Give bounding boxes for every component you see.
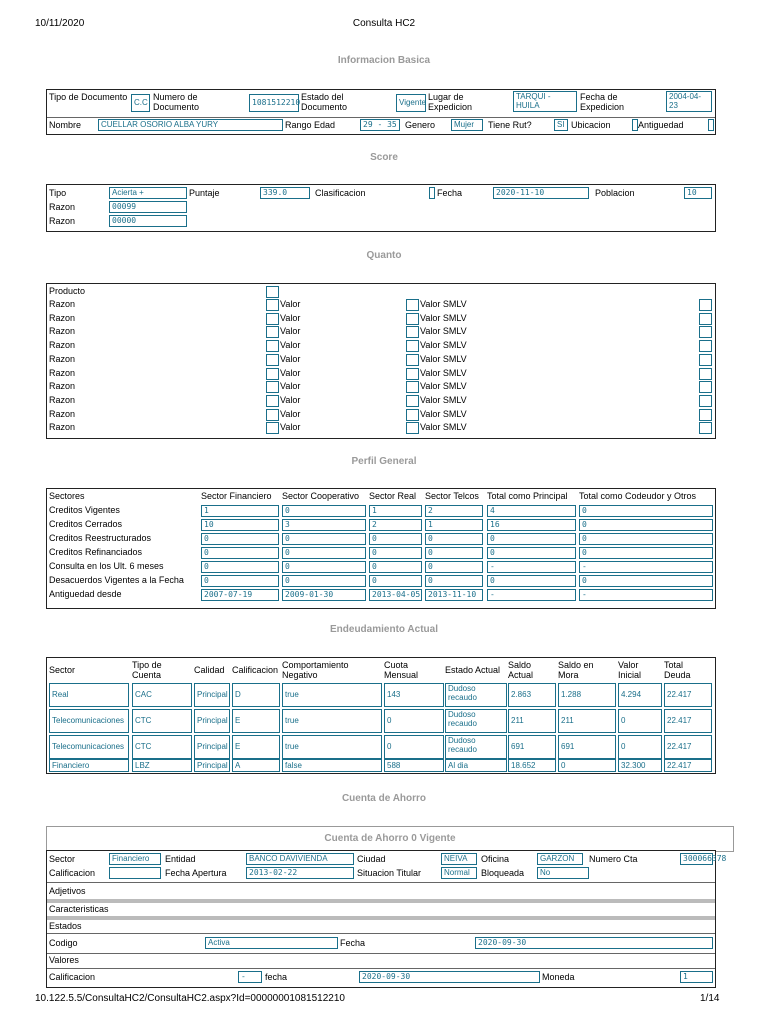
quanto-valor-label: Valor (280, 299, 301, 309)
perfil-cell[interactable]: 0 (579, 505, 713, 517)
estados-label: Estados (49, 921, 82, 931)
ahorro-sector-field[interactable]: Financiero (109, 853, 161, 865)
razon-label-1: Razon (49, 202, 76, 212)
endeud-cell[interactable]: true (282, 709, 382, 733)
perfil-cell[interactable]: 0 (201, 547, 279, 559)
perfil-col-header: Sectores (49, 491, 85, 501)
quanto-razon-field[interactable] (266, 299, 279, 311)
perfil-cell[interactable]: 2 (369, 519, 422, 531)
puntaje-field[interactable]: 339.0 (260, 187, 310, 199)
quanto-valor-field[interactable] (406, 422, 419, 434)
estado-fecha-label: Fecha (340, 938, 366, 948)
numcta-label: Numero Cta (589, 854, 638, 864)
endeud-cell[interactable]: 691 (508, 735, 556, 759)
perfil-cell[interactable]: 0 (425, 575, 483, 587)
lugar-exp-field[interactable]: TARQUI - HUILA (513, 91, 577, 112)
quanto-smlv-label: Valor SMLV (420, 326, 467, 337)
ahorro-subtitle: Cuenta de Ahorro 0 Vigente (324, 833, 456, 844)
section-title-endeudamiento: Endeudamiento Actual (330, 624, 438, 635)
perfil-col-header: Sector Telcos (425, 491, 479, 501)
quanto-razon-label: Razon (49, 353, 76, 364)
endeud-col-header: Comportamiento Negativo (282, 660, 349, 680)
endeud-cell[interactable]: 0 (384, 709, 444, 733)
endeud-cell[interactable]: CTC (132, 709, 192, 733)
situacion-label: Situacion Titular (357, 868, 422, 878)
quanto-razon-field[interactable] (266, 313, 279, 325)
quanto-smlv-field[interactable] (699, 422, 712, 434)
quanto-razon-field[interactable] (266, 381, 279, 393)
section-title-perfil: Perfil General (351, 456, 417, 467)
endeud-cell[interactable]: Dudoso recaudo (445, 709, 507, 733)
perfil-cell[interactable]: 0 (369, 533, 422, 545)
ahorro-sector-label: Sector (49, 854, 76, 864)
valores-fecha-label: fecha (265, 972, 288, 982)
quanto-razon-field[interactable] (266, 409, 279, 421)
quanto-valor-label: Valor (280, 408, 301, 419)
perfil-cell[interactable]: 0 (487, 533, 576, 545)
fecha-apertura-field[interactable]: 2013-02-22 (246, 867, 354, 879)
quanto-smlv-label: Valor SMLV (420, 367, 467, 378)
endeud-col-header: Calificacion (232, 665, 279, 675)
perfil-row-label: Desacuerdos Vigentes a la Fecha (49, 575, 184, 585)
genero-label: Genero (405, 120, 436, 130)
endeud-cell[interactable]: 0 (618, 709, 662, 733)
perfil-cell[interactable]: 10 (201, 519, 279, 531)
quanto-smlv-field[interactable] (699, 368, 712, 380)
genero-field[interactable]: Mujer (451, 119, 483, 131)
endeud-cell[interactable]: 4.294 (618, 683, 662, 707)
endeud-cell[interactable]: Principal (194, 683, 230, 707)
valores-fecha-field[interactable]: 2020-09-30 (359, 971, 540, 983)
quanto-valor-field[interactable] (406, 395, 419, 407)
endeud-cell[interactable]: CAC (132, 683, 192, 707)
quanto-smlv-label: Valor SMLV (420, 312, 467, 323)
perfil-cell[interactable]: 2013-11-10 (425, 589, 483, 601)
perfil-cell[interactable]: 0 (201, 533, 279, 545)
section-title-ahorro: Cuenta de Ahorro (341, 793, 427, 804)
endeud-cell[interactable]: CTC (132, 735, 192, 759)
endeud-cell[interactable]: Financiero (49, 759, 129, 772)
endeud-cell[interactable]: Telecomunicaciones (49, 735, 129, 759)
codigo-label: Codigo (49, 938, 78, 948)
perfil-cell[interactable]: 0 (487, 575, 576, 587)
oficina-label: Oficina (481, 854, 510, 864)
quanto-valor-label: Valor (280, 381, 301, 392)
endeud-col-header: Saldo Actual (508, 660, 534, 680)
quanto-smlv-label: Valor SMLV (420, 299, 467, 309)
quanto-smlv-field[interactable] (699, 326, 712, 338)
perfil-cell[interactable]: - (579, 561, 713, 573)
perfil-cell[interactable]: 0 (487, 547, 576, 559)
razon-field-1[interactable]: 00099 (109, 201, 187, 213)
endeud-col-header: Saldo en Mora (558, 660, 594, 680)
endeud-cell[interactable]: 18.652 (508, 759, 556, 772)
endeud-cell[interactable]: 211 (558, 709, 616, 733)
num-doc-label: Numero de Documento (153, 92, 200, 112)
quanto-valor-label: Valor (280, 422, 301, 433)
quanto-razon-label: Razon (49, 340, 76, 351)
producto-label: Producto (49, 286, 86, 296)
estado-doc-label: Estado del Documento (301, 92, 348, 112)
endeud-cell[interactable]: 0 (384, 735, 444, 759)
quanto-smlv-label: Valor SMLV (420, 422, 467, 433)
ciudad-label: Ciudad (357, 854, 386, 864)
perfil-cell[interactable]: 1 (425, 519, 483, 531)
rut-label: Tiene Rut? (488, 120, 532, 130)
quanto-razon-label: Razon (49, 381, 76, 392)
footer-url: 10.122.5.5/ConsultaHC2/ConsultaHC2.aspx?Id=00000001081512210 (35, 993, 345, 1004)
quanto-valor-label: Valor (280, 312, 301, 323)
antiguedad-label: Antiguedad (638, 120, 684, 130)
perfil-table (46, 488, 716, 609)
perfil-col-header: Total como Codeudor y Otros (579, 491, 697, 501)
score-panel (46, 184, 716, 232)
ahorro-calif-field[interactable] (109, 867, 161, 879)
quanto-razon-field[interactable] (266, 395, 279, 407)
endeud-cell[interactable]: E (232, 735, 280, 759)
endeud-cell[interactable]: 1.288 (558, 683, 616, 707)
quanto-razon-label: Razon (49, 326, 76, 337)
perfil-cell[interactable]: 1 (369, 505, 422, 517)
endeud-cell[interactable]: 691 (558, 735, 616, 759)
quanto-razon-label: Razon (49, 367, 76, 378)
quanto-smlv-field[interactable] (699, 395, 712, 407)
endeud-cell[interactable]: E (232, 709, 280, 733)
perfil-cell[interactable]: 0 (579, 547, 713, 559)
perfil-cell[interactable]: 0 (282, 561, 366, 573)
quanto-valor-field[interactable] (406, 340, 419, 352)
endeud-cell[interactable]: true (282, 735, 382, 759)
tipo-doc-field[interactable]: C.C (131, 94, 150, 112)
perfil-cell[interactable]: 2007-07-19 (201, 589, 279, 601)
endeud-cell[interactable]: 22.417 (664, 759, 712, 772)
ahorro-subtitle-bar (46, 826, 734, 852)
endeud-col-header: Calidad (194, 665, 225, 675)
quanto-smlv-label: Valor SMLV (420, 340, 467, 351)
endeud-cell[interactable]: 22.417 (664, 709, 712, 733)
perfil-cell[interactable]: 0 (282, 547, 366, 559)
rango-field[interactable]: 29 - 35 (360, 119, 400, 131)
producto-field[interactable] (266, 286, 279, 298)
quanto-valor-label: Valor (280, 353, 301, 364)
estado-doc-field[interactable]: Vigente (396, 94, 426, 112)
ciudad-field[interactable]: NEIVA (441, 853, 477, 865)
quanto-razon-label: Razon (49, 394, 76, 405)
score-tipo-field[interactable]: Acierta + (109, 187, 187, 199)
perfil-cell[interactable]: 3 (282, 519, 366, 531)
score-fecha-label: Fecha (437, 188, 463, 198)
rut-field[interactable]: SI (554, 119, 568, 131)
quanto-smlv-label: Valor SMLV (420, 353, 467, 364)
endeud-cell[interactable]: Telecomunicaciones (49, 709, 129, 733)
quanto-valor-field[interactable] (406, 354, 419, 366)
endeud-cell[interactable]: Dudoso recaudo (445, 735, 507, 759)
moneda-label: Moneda (542, 972, 575, 982)
perfil-cell[interactable]: 2013-04-05 (369, 589, 422, 601)
ubicacion-label: Ubicacion (571, 120, 611, 130)
quanto-valor-field[interactable] (406, 313, 419, 325)
poblacion-label: Poblacion (595, 188, 635, 198)
quanto-smlv-field[interactable] (699, 381, 712, 393)
entidad-label: Entidad (165, 854, 196, 864)
section-title-score: Score (370, 152, 398, 163)
clasificacion-label: Clasificacion (315, 188, 366, 198)
perfil-cell[interactable]: 0 (579, 519, 713, 531)
perfil-cell[interactable]: 0 (579, 575, 713, 587)
oficina-field[interactable]: GARZON (537, 853, 583, 865)
perfil-col-header: Sector Real (369, 491, 417, 501)
perfil-col-header: Total como Principal (487, 491, 568, 501)
quanto-valor-field[interactable] (406, 299, 419, 311)
situacion-field[interactable]: Normal (441, 867, 477, 879)
perfil-row-label: Creditos Vigentes (49, 505, 120, 515)
perfil-col-header: Sector Cooperativo (282, 491, 360, 501)
endeud-cell[interactable]: 32.300 (618, 759, 662, 772)
section-title-quanto: Quanto (366, 250, 402, 261)
quanto-smlv-field[interactable] (699, 409, 712, 421)
fecha-exp-field[interactable]: 2004-04-23 (666, 91, 712, 112)
perfil-cell[interactable]: 0 (425, 533, 483, 545)
endeud-col-header: Tipo de Cuenta (132, 660, 162, 680)
entidad-field[interactable]: BANCO DAVIVIENDA (246, 853, 354, 865)
quanto-valor-field[interactable] (406, 409, 419, 421)
endeud-col-header: Total Deuda (664, 660, 691, 680)
tipo-doc-label: Tipo de Documento (49, 92, 128, 102)
quanto-valor-field[interactable] (406, 326, 419, 338)
perfil-cell[interactable]: 2009-01-30 (282, 589, 366, 601)
endeud-col-header: Cuota Mensual (384, 660, 419, 680)
fecha-exp-label: Fecha de Expedicion (580, 92, 625, 112)
quanto-smlv-label: Valor SMLV (420, 408, 467, 419)
endeudamiento-table (46, 657, 716, 774)
score-fecha-field[interactable]: 2020-11-10 (493, 187, 589, 199)
razon-field-2[interactable]: 00000 (109, 215, 187, 227)
perfil-cell[interactable]: 0 (201, 561, 279, 573)
quanto-smlv-field[interactable] (699, 313, 712, 325)
ahorro-panel (46, 850, 727, 988)
caracteristicas-label: Caracteristicas (49, 904, 109, 914)
endeud-col-header: Sector (49, 665, 76, 675)
quanto-razon-field[interactable] (266, 354, 279, 366)
num-doc-field[interactable]: 1081512210 (249, 94, 299, 112)
codigo-field[interactable]: Activa (205, 937, 338, 949)
perfil-row-label: Antiguedad desde (49, 589, 122, 599)
print-date: 10/11/2020 (35, 18, 85, 29)
endeud-cell[interactable]: Al dia (445, 759, 507, 772)
perfil-cell[interactable]: 0 (369, 547, 422, 559)
quanto-valor-label: Valor (280, 367, 301, 378)
endeud-cell[interactable]: 2.863 (508, 683, 556, 707)
perfil-cell[interactable]: 16 (487, 519, 576, 531)
quanto-razon-label: Razon (49, 299, 76, 309)
quanto-razon-label: Razon (49, 312, 76, 323)
quanto-valor-label: Valor (280, 326, 301, 337)
numcta-field[interactable]: 300066378 (680, 853, 713, 865)
perfil-row-label: Creditos Cerrados (49, 519, 123, 529)
endeud-cell[interactable]: 0 (558, 759, 616, 772)
perfil-cell[interactable]: - (487, 589, 576, 601)
perfil-cell[interactable]: - (579, 589, 713, 601)
valores-calif-field[interactable]: - (238, 971, 262, 983)
quanto-razon-label: Razon (49, 422, 76, 433)
score-tipo-label: Tipo (49, 188, 67, 198)
quanto-valor-label: Valor (280, 394, 301, 405)
fecha-apertura-label: Fecha Apertura (165, 868, 227, 878)
quanto-razon-label: Razon (49, 408, 76, 419)
quanto-razon-field[interactable] (266, 326, 279, 338)
perfil-cell[interactable]: 2 (425, 505, 483, 517)
basic-info-panel (46, 89, 716, 135)
moneda-field[interactable]: 1 (680, 971, 713, 983)
quanto-smlv-label: Valor SMLV (420, 394, 467, 405)
perfil-cell[interactable]: 0 (579, 533, 713, 545)
endeud-cell[interactable]: Real (49, 683, 129, 707)
perfil-row-label: Consulta en los Ult. 6 meses (49, 561, 164, 571)
endeud-cell[interactable]: 211 (508, 709, 556, 733)
valores-calif-label: Calificacion (49, 972, 96, 982)
bloqueada-field[interactable]: No (537, 867, 589, 879)
perfil-cell[interactable]: 0 (369, 575, 422, 587)
quanto-valor-field[interactable] (406, 381, 419, 393)
puntaje-label: Puntaje (189, 188, 220, 198)
page-title: Consulta HC2 (352, 18, 416, 29)
estado-fecha-field[interactable]: 2020-09-30 (475, 937, 713, 949)
quanto-valor-label: Valor (280, 340, 301, 351)
endeud-cell[interactable]: 0 (618, 735, 662, 759)
endeud-cell[interactable]: Dudoso recaudo (445, 683, 507, 707)
perfil-cell[interactable]: 0 (282, 575, 366, 587)
perfil-cell[interactable]: 0 (369, 561, 422, 573)
quanto-panel (46, 283, 716, 439)
quanto-smlv-field[interactable] (699, 340, 712, 352)
endeud-cell[interactable]: true (282, 683, 382, 707)
perfil-cell[interactable]: 0 (282, 505, 366, 517)
adjetivos-label: Adjetivos (49, 886, 86, 896)
perfil-cell[interactable]: 0 (425, 561, 483, 573)
nombre-label: Nombre (49, 120, 82, 130)
quanto-razon-field[interactable] (266, 340, 279, 352)
perfil-cell[interactable]: 0 (425, 547, 483, 559)
perfil-cell[interactable]: 1 (201, 505, 279, 517)
bloqueada-label: Bloqueada (481, 868, 525, 878)
ahorro-calif-label: Calificacion (49, 868, 96, 878)
valores-label: Valores (49, 955, 79, 965)
lugar-exp-label: Lugar de Expedicion (428, 92, 473, 112)
endeud-cell[interactable]: LBZ (132, 759, 192, 772)
perfil-cell[interactable]: - (487, 561, 576, 573)
endeud-cell[interactable]: D (232, 683, 280, 707)
clasificacion-field[interactable] (429, 187, 435, 199)
endeud-cell[interactable]: Principal (194, 735, 230, 759)
perfil-cell[interactable]: 0 (282, 533, 366, 545)
endeud-cell[interactable]: false (282, 759, 382, 772)
quanto-smlv-field[interactable] (699, 354, 712, 366)
endeud-col-header: Estado Actual (445, 665, 501, 675)
quanto-smlv-field[interactable] (699, 299, 712, 311)
perfil-cell[interactable]: 0 (201, 575, 279, 587)
endeud-cell[interactable]: 22.417 (664, 735, 712, 759)
perfil-row-label: Creditos Reestructurados (49, 533, 152, 543)
endeud-cell[interactable]: 22.417 (664, 683, 712, 707)
perfil-cell[interactable]: 4 (487, 505, 576, 517)
quanto-razon-field[interactable] (266, 422, 279, 434)
endeud-col-header: Valor Inicial (618, 660, 642, 680)
section-title-basic: Informacion Basica (337, 55, 431, 66)
quanto-razon-field[interactable] (266, 368, 279, 380)
quanto-valor-field[interactable] (406, 368, 419, 380)
endeud-cell[interactable]: 143 (384, 683, 444, 707)
rango-label: Rango Edad (285, 120, 336, 130)
endeud-cell[interactable]: 588 (384, 759, 444, 772)
footer-page: 1/14 (700, 993, 720, 1004)
perfil-row-label: Creditos Refinanciados (49, 547, 143, 557)
razon-label-2: Razon (49, 216, 76, 226)
nombre-field[interactable]: CUELLAR OSORIO ALBA YURY (98, 119, 283, 131)
endeud-cell[interactable]: Principal (194, 759, 230, 772)
endeud-cell[interactable]: A (232, 759, 280, 772)
quanto-smlv-label: Valor SMLV (420, 381, 467, 392)
perfil-col-header: Sector Financiero (201, 491, 272, 501)
poblacion-field[interactable]: 10 (684, 187, 712, 199)
antiguedad-field[interactable] (708, 119, 714, 131)
endeud-cell[interactable]: Principal (194, 709, 230, 733)
